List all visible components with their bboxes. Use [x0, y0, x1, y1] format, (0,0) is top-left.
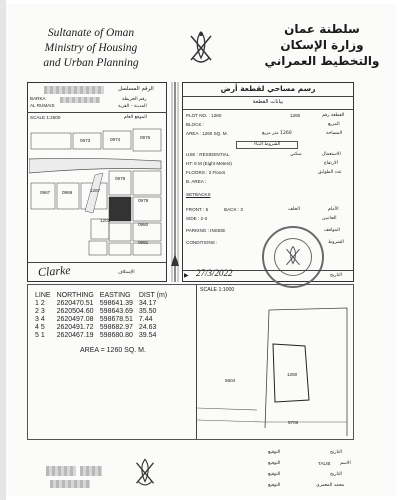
cell: 2 3 — [35, 308, 45, 315]
redacted-map — [60, 97, 100, 103]
footer-sign-label-2: التوقيع — [268, 461, 281, 466]
built-area: B. AREA : — [186, 179, 207, 184]
col-line: LINE — [35, 292, 51, 299]
table-row — [32, 316, 170, 324]
location-line1: BARKA — [30, 96, 46, 101]
coordinates-table — [32, 292, 170, 340]
conditions-ar: الشروط — [328, 240, 344, 245]
height: HT: 8 M (Eight Meters) — [186, 161, 232, 166]
right-title: رسم مساحي لقطعة أرض — [220, 84, 316, 93]
divider — [182, 96, 354, 97]
table-row — [32, 300, 170, 308]
cell: 598641.39 — [99, 300, 133, 307]
cell: 2620491.72 — [56, 324, 94, 331]
right-subtitle: بيانات القطعة — [252, 99, 284, 105]
label-signature: الإستلاف — [118, 270, 135, 275]
footer-sign-label-3: التوقيع — [268, 472, 281, 477]
map-plot-10: 0967 — [40, 190, 51, 195]
redacted-footer-2 — [80, 466, 102, 476]
cell: 3 4 — [35, 316, 45, 323]
use-label-ar: الاستعمال — [322, 152, 341, 157]
setback-side: SIDE : 2-3 — [186, 216, 208, 221]
stamp-emblem-icon — [282, 244, 304, 270]
header-ar-line2: وزارة الإسكان — [280, 38, 364, 52]
block: BLOCK : — [186, 122, 205, 127]
cell: 4 5 — [35, 324, 45, 331]
divider — [182, 109, 354, 110]
height-label-ar: الارتفاع — [324, 161, 338, 166]
cell: 2620467.19 — [56, 332, 94, 339]
block-ar: المربع — [328, 122, 340, 127]
map-plot-6: 1203 — [100, 218, 111, 223]
document-date: 27/3/2022 — [196, 268, 233, 278]
back-label-ar: الخلف — [288, 207, 300, 212]
map-plot-9: 0981 — [138, 240, 149, 245]
plan-scale: SCALE 1:1000 — [200, 287, 235, 293]
conditions: CONDITIONS : — [186, 240, 218, 245]
label-city: المدينة - القرية — [118, 104, 147, 109]
footer-emblem-icon — [132, 456, 158, 490]
use: USE : RESIDENTIAL — [186, 152, 230, 157]
oman-emblem-icon — [186, 28, 216, 68]
table-row — [32, 324, 170, 332]
cell: 35.50 — [138, 308, 157, 315]
table-row — [32, 332, 170, 340]
map-plot-8: 0980 — [138, 222, 149, 227]
section-building-ar: الشروط البناء — [236, 141, 298, 149]
map-plot-11: 0969 — [62, 190, 73, 195]
setbacks: SETBACKS — [186, 192, 211, 197]
redacted-footer-1 — [46, 466, 76, 476]
footer-sign-label-4: التوقيع — [268, 483, 281, 488]
map-plot-3: 0973 — [80, 138, 91, 143]
parking: PARKING : INSIDE — [186, 228, 226, 233]
floors-label-ar: عدد الطوابق — [318, 170, 342, 175]
label-serial: الرقم المسلسل — [118, 86, 154, 92]
redacted-footer-3 — [50, 480, 90, 488]
plot-no-ar: القطعة رقم — [322, 113, 345, 118]
map-plot-2: 0974 — [110, 137, 121, 142]
date-label: التاريخ — [330, 273, 342, 278]
setback-back: BACK : 3 — [224, 207, 243, 212]
panel-divider — [170, 82, 180, 282]
side-label-ar: الجانبين — [322, 216, 337, 221]
plot-bottom-number: 5706 — [288, 420, 299, 425]
header-en-line3: and Urban Planning — [43, 57, 139, 69]
cell: 5 1 — [35, 332, 45, 339]
header-en-line1: Sultanate of Oman — [47, 27, 135, 39]
footer-name2: محمد المعمري — [316, 483, 345, 488]
cell: 2620504.60 — [56, 308, 94, 315]
cell: 598678.51 — [99, 316, 133, 323]
cell: 598680.80 — [99, 332, 133, 339]
left-scale: SCALE 1:2500 — [30, 115, 61, 120]
floors: FLOORS : 2 Floors — [186, 170, 226, 175]
cell: 598643.69 — [99, 308, 133, 315]
footer-name-label: الاسم — [340, 461, 351, 466]
col-dist: DIST (m) — [138, 292, 168, 299]
header-en-line2: Ministry of Housing — [44, 42, 138, 54]
col-easting: EASTING — [99, 292, 131, 299]
cell: 1 2 — [35, 300, 45, 307]
map-plot-7: 0979 — [138, 198, 149, 203]
label-location: الموقع العام — [124, 115, 147, 120]
area-ar: 1260 متر مربع — [262, 131, 292, 136]
map-plot-5: 0978 — [115, 176, 126, 181]
plot-no: PLOT NO. : 1260 — [186, 113, 222, 118]
cell: 34.17 — [138, 300, 157, 307]
header-ar-line1: سلطنة عمان — [284, 22, 360, 36]
area: AREA : 1260 SQ. M. — [186, 131, 228, 136]
total-area: AREA = 1260 SQ. M. — [80, 347, 146, 354]
date-icon: ▶ — [184, 273, 189, 279]
map-plot-4: 1267 — [90, 188, 101, 193]
col-northing: NORTHING — [56, 292, 94, 299]
cell: 39.54 — [138, 332, 157, 339]
cell: 2620470.51 — [56, 300, 94, 307]
map-plot-1: 0976 — [140, 135, 151, 140]
handwritten-signature: Clarke — [37, 262, 72, 280]
footer-name-value: TALIB — [318, 461, 331, 466]
cell: 598682.97 — [99, 324, 133, 331]
footer-date-label-1: التاريخ — [330, 450, 342, 455]
cell: 2620497.08 — [56, 316, 94, 323]
redacted-serial — [44, 86, 104, 94]
cell: 24.63 — [138, 324, 157, 331]
plot-main-number: 1260 — [287, 372, 298, 377]
front-label-ar: الأمام — [328, 207, 339, 212]
table-row — [32, 308, 170, 316]
page-edge-left — [0, 0, 6, 500]
divider — [27, 112, 167, 113]
cell: 7.44 — [138, 316, 153, 323]
divider — [27, 262, 167, 263]
table-header-row — [32, 292, 170, 300]
use-ar: سكني — [290, 152, 302, 157]
footer-sign-label-1: التوقيع — [268, 450, 281, 455]
label-map: رقم الخريطة — [122, 97, 147, 102]
footer-date-label-2: التاريخ — [330, 472, 342, 477]
plot-no-val: 1260 — [290, 113, 301, 118]
area-label-ar: المساحة — [326, 131, 343, 136]
header-ar-line3: والتخطيط العمراني — [264, 54, 380, 68]
location-line2: AL RUMAIS — [30, 103, 55, 108]
plot-plan — [197, 296, 354, 440]
plot-left-number: 5604 — [225, 378, 236, 383]
parking-ar: المواقف — [324, 228, 340, 233]
setback-front: FRONT : 5 — [186, 207, 209, 212]
